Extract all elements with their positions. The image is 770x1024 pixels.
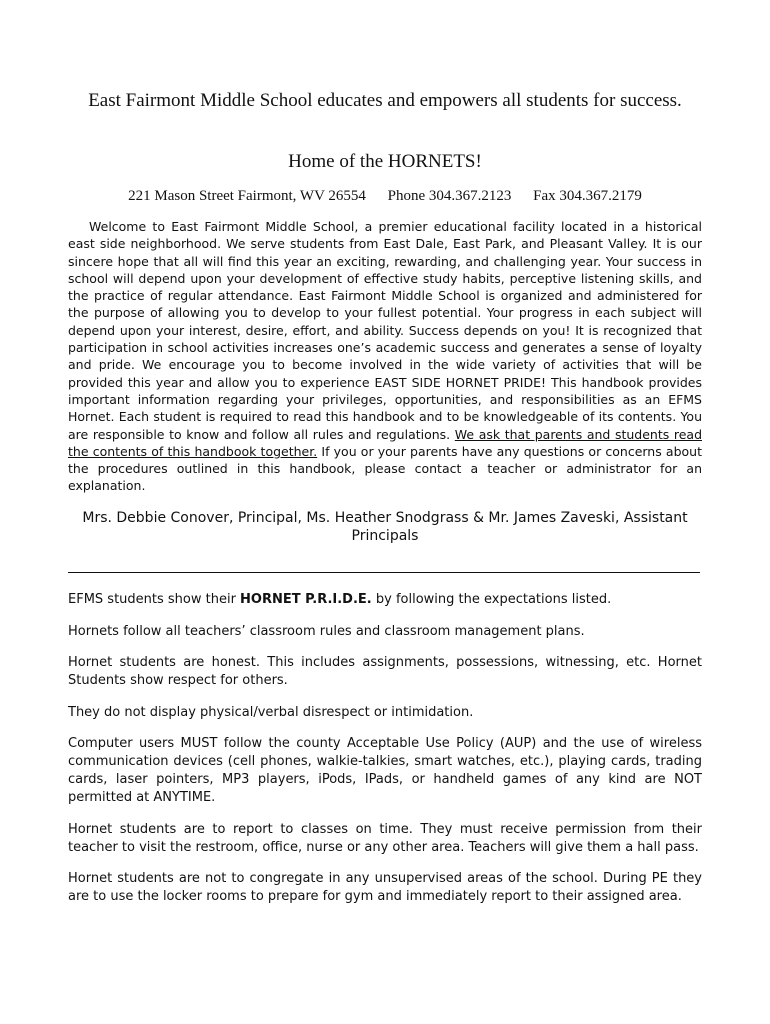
school-address: 221 Mason Street Fairmont, WV 26554 bbox=[128, 188, 366, 204]
hornet-pride-text: HORNET P.R.I.D.E. bbox=[240, 592, 372, 607]
expectations-list bbox=[68, 591, 702, 920]
school-phone: Phone 304.367.2123 bbox=[387, 188, 512, 204]
intro-text: EFMS students show their bbox=[68, 592, 241, 607]
intro-text-end: by following the expectations listed. bbox=[371, 592, 612, 607]
expectations-intro bbox=[68, 591, 702, 609]
expectation-item: They do not display physical/verbal disrespect or intimidation. bbox=[68, 704, 474, 720]
welcome-text-end: If you or your parents have any questions or concerns about the procedures outlined in this handbook, please contact a teacher or administrator for an explanation. bbox=[68, 443, 702, 494]
welcome-underlined-text: We ask that parents and students read the contents of this handbook together. bbox=[68, 426, 703, 459]
page-subtitle: Home of the HORNETS! bbox=[288, 151, 482, 172]
principals-line: Mrs. Debbie Conover, Principal, Ms. Heather Snodgrass & Mr. James Zaveski, Assistant Principals bbox=[82, 510, 688, 544]
expectation-item: Hornet students are honest. This includes assignments, possessions, witnessing, etc. Hornet Students show respect for others. bbox=[68, 655, 702, 688]
expectation-item: Computer users MUST follow the county Acceptable Use Policy (AUP) and the use of wireless communication devices (cell phones, walkie-talkies, smart watches, etc.), playing cards, trading cards, laser pointers, MP3 players, iPods, IPads, or handheld games of any kind are NOT permitted at ANYTIME. bbox=[68, 736, 702, 805]
page-title: East Fairmont Middle School educates and empowers all students for success. bbox=[88, 90, 682, 111]
contact-line bbox=[68, 186, 702, 206]
school-fax: Fax 304.367.2179 bbox=[533, 188, 642, 204]
expectation-item: Hornet students are not to congregate in any unsupervised areas of the school. During PE they are to use the locker rooms to prepare for gym and immediately report to their assigned area. bbox=[68, 871, 702, 904]
separator-line bbox=[68, 572, 700, 573]
welcome-text: Welcome to East Fairmont Middle School, a premier educational facility located in a historical east side neighborhood. We serve students from East Dale, East Park, and Pleasant Valley. It is our sincere hope that all will find this year an exciting, rewarding, and challenging year. Your success in school will depend upon your development of effective study habits, perceptive listening skills, and the practice of regular attendance. East Fairmont Middle School is organized and administered for the purpose of allowing you to develop to your fullest potential. Your progress in each subject will depend upon your interest, desire, effort, and ability. Success depends on you! It is recognized that participation in school activities increases one’s academic success and generates a sense of loyalty and pride. We encourage you to become involved in the wide variety of activities that will be provided this year and allow you to experience EAST SIDE HORNET PRIDE! This handbook provides important information regarding your privileges, opportunities, and responsibilities as an EFMS Hornet. Each student is required to read this handbook and to be knowledgeable of its contents. You are responsible to know and follow all rules and regulations. bbox=[68, 219, 702, 442]
expectation-item: Hornets follow all teachers’ classroom rules and classroom management plans. bbox=[68, 623, 585, 639]
welcome-paragraph bbox=[68, 218, 702, 495]
expectation-item: Hornet students are to report to classes on time. They must receive permission from their teacher to visit the restroom, office, nurse or any other area. Teachers will give them a hall pass. bbox=[68, 821, 702, 855]
